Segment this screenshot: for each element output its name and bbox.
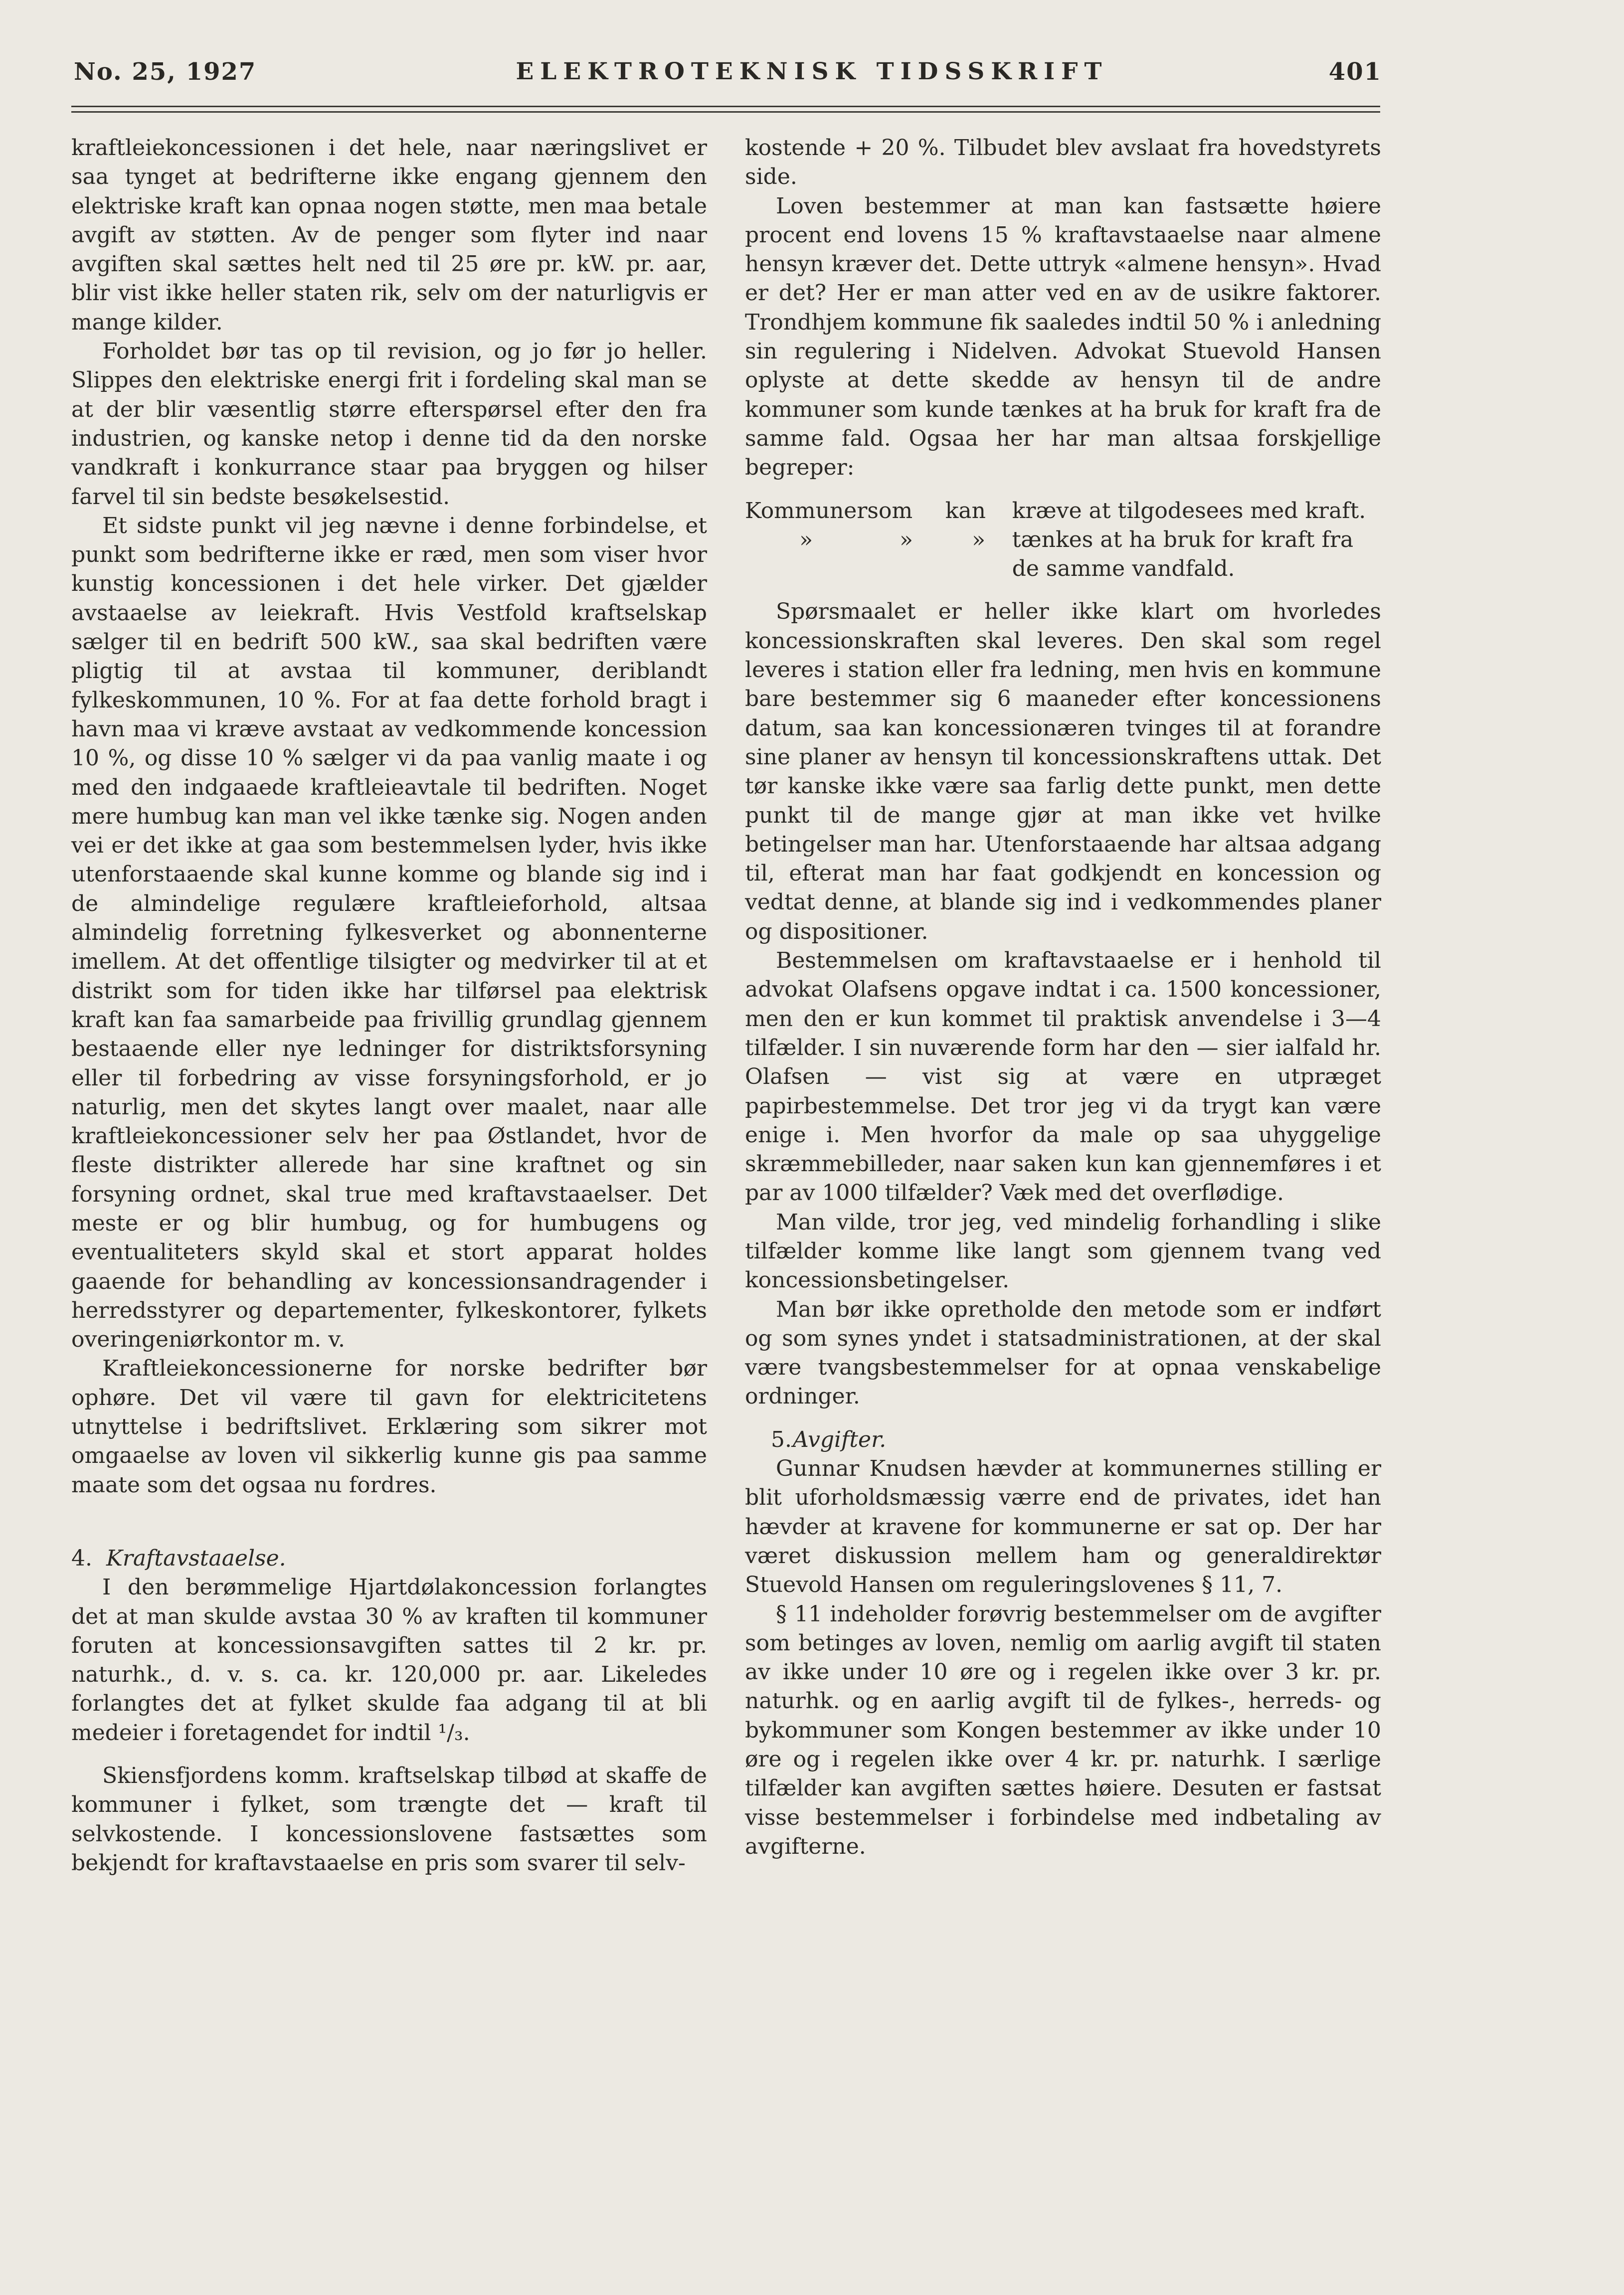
table-cell: kan: [945, 498, 986, 524]
table-row: [745, 526, 1381, 554]
paragraph: Forholdet bør tas op til revision, og jo før jo heller. Slippes den elektriske energi frit i fordeling skal man se at der blir væsentlig større efterspørsel efter den fra industrien, og kanske netop i denne tid da den norske vandkraft i konkurrance staar paa bryggen og hilser farvel til sin bedste besøkelsestid.: [71, 339, 707, 510]
page-number: 401: [1328, 58, 1382, 86]
table-cell: de samme vandfald.: [1012, 556, 1235, 582]
header-rule-top: [71, 106, 1380, 107]
section-heading-5: [745, 1425, 1381, 1454]
right-column: [745, 134, 1381, 1861]
paragraph: Spørsmaalet er heller ikke klart om hvorledes koncessionskraften skal leveres. Den skal som regel leveres i station eller fra ledning, men hvis en kommune bare bestemmer sig 6 maaneder efter koncessionens datum, saa kan koncessionæren tvinges til at forandre sine planer av hensyn til koncessionskraftens uttak. Det tør kanske ikke være saa farlig dette punkt, men dette punkt til de mange gjør at man ikke vet hvilke betingelser man har. Utenforstaaende har altsaa adgang til, efterat man har faat godkjendt en koncession og vedtat denne, at blande sig ind i vedkommendes planer og dispositioner.: [745, 599, 1381, 944]
paragraph: Kraftleiekoncessionerne for norske bedrifter bør ophøre. Det vil være til gavn for elektricitetens utnyttelse i bedriftslivet. Erklæring som sikrer mot omgaaelse av loven vil sikkerlig kunne gis paa samme maate som det ogsaa nu fordres.: [71, 1356, 707, 1498]
paragraph: Man vilde, tror jeg, ved mindelig forhandling i slike tilfælder komme like langt som gjennem tvang ved koncessionsbetingelser.: [745, 1209, 1381, 1293]
section-number: 5.: [771, 1426, 792, 1452]
paragraph: Et sidste punkt vil jeg nævne i denne forbindelse, et punkt som bedrifterne ikke er ræd, men som viser hvor kunstig koncessionen i det hele virker. Det gjælder avstaaelse av leiekraft. Hvis Vestfold kraftselskap sælger til en bedrift 500 kW., saa skal bedriften være pligtig til at avstaa til kommuner, deriblandt fylkeskommunen, 10 %. For at faa dette forhold bragt i havn maa vi kræve avstaat av vedkommende koncession 10 %, og disse 10 % sælger vi da paa vanlig maate i og med den indgaaede kraftleieavtale til bedriften. Noget mere humbug kan man vel ikke tænke sig. Nogen anden vei er det ikke at gaa som bestemmelsen lyder, hvis ikke utenforstaaende skal kunne komme og blande sig ind i de almindelige regulære kraftleieforhold, altsaa almindelig forretning fylkesverket og abonnenterne imellem. At det offentlige tilsigter og medvirker til at et distrikt som for tiden ikke har tilførsel paa elektrisk kraft kan faa samarbeide paa frivillig grundlag gjennem bestaaende eller nye ledninger for distriktsforsyning eller til forbedring av visse forsyningsforhold, er jo naturlig, men det skytes langt over maalet, naar alle kraftleiekoncessioner selv her paa Østlandet, hvor de fleste distrikter allerede har sine kraftnet og sin forsyning ordnet, skal true med kraftavstaaelser. Det meste er og blir humbug, og for humbugens og eventualiteters skyld skal et stort apparat holdes gaaende for behandling av koncessionsandragender i herredsstyrer og departementer, fylkeskontorer, fylkets overingeniørkontor m. v.: [71, 513, 707, 1353]
issue-number: No. 25, 1927: [74, 58, 257, 86]
ditto-mark: »: [972, 527, 986, 552]
section-spacer: [71, 1500, 707, 1544]
paragraph: § 11 indeholder forøvrig bestemmelser om de avgifter som betinges av loven, nemlig om aarlig avgift til staten av ikke under 10 øre og i regelen ikke over 3 kr. pr. naturhk. og en aarlig avgift til de fylkes-, herreds- og bykommuner som Kongen bestemmer av ikke under 10 øre og i regelen ikke over 4 kr. pr. naturhk. I særlige tilfælder kan avgiften sættes høiere. Desuten er fastsat visse bestemmelser i forbindelse med indbetaling av avgifterne.: [745, 1601, 1381, 1859]
table-cell: kræve at tilgodesees med kraft.: [1012, 498, 1366, 524]
paragraph: Skiensfjordens komm. kraftselskap tilbød at skaffe de kommuner i fylket, som trængte det — kraft til selvkostende. I koncessionslovene fastsættes som bekjendt for kraftavstaaelse en pris som svarer til selv-: [71, 1763, 707, 1876]
paragraph: Bestemmelsen om kraftavstaaelse er i henhold til advokat Olafsens opgave indtat i ca. 1500 koncessioner, men den er kun kommet til praktisk anvendelse i 3—4 tilfælder. I sin nuværende form har den — sier ialfald hr. Olafsen — vist sig at være en utpræget papirbestemmelse. Det tror jeg vi da trygt kan være enige i. Men hvorfor da male op saa uhyggelige skræmmebilleder, naar saken kun kan gjennemføres i et par av 1000 tilfælder? Væk med det overflødige.: [745, 948, 1381, 1206]
table-row: [745, 554, 1381, 583]
journal-title: ELEKTROTEKNISK TIDSSKRIFT: [516, 58, 1108, 85]
section-title: Kraftavstaaelse.: [106, 1545, 286, 1571]
section-title: Avgifter.: [793, 1426, 887, 1452]
section-heading-4: [71, 1544, 707, 1573]
paragraph: Gunnar Knudsen hævder at kommunernes stilling er blit uforholdsmæssig værre end de privates, idet han hævder at kravene for kommunerne er sat op. Der har været diskussion mellem ham og generaldirektør Stuevold Hansen om reguleringslovenes § 11, 7.: [745, 1456, 1381, 1598]
section-number: 4.: [71, 1545, 92, 1571]
left-column: [71, 134, 707, 1878]
paragraph: kostende + 20 %. Tilbudet blev avslaat fra hovedstyrets side.: [745, 135, 1381, 190]
table-cell: Kommuner: [745, 498, 868, 524]
table-cell: som: [867, 498, 913, 524]
table-cell: tænkes at ha bruk for kraft fra: [1012, 527, 1354, 552]
header-rule-bottom: [71, 111, 1380, 113]
paragraph: kraftleiekoncessionen i det hele, naar næringslivet er saa tynget at bedrifterne ikke engang gjennem den elektriske kraft kan opnaa nogen støtte, men maa betale avgift av støtten. Av de penger som flyter ind naar avgiften skal sættes helt ned til 25 øre pr. kW. pr. aar, blir vist ikke heller staten rik, selv om der naturligvis er mange kilder.: [71, 135, 707, 335]
paragraph: Man bør ikke opretholde den metode som er indført og som synes yndet i statsadministrationen, at der skal være tvangsbestemmelser for at opnaa venskabelige ordninger.: [745, 1296, 1381, 1410]
paragraph: I den berømmelige Hjartdølakoncession forlangtes det at man skulde avstaa 30 % av kraften til kommuner foruten at koncessionsavgiften sattes til 2 kr. pr. naturhk., d. v. s. ca. kr. 120,000 pr. aar. Likeledes forlangtes det at fylket skulde faa adgang til at bli medeier i foretagendet for indtil ¹/₃.: [71, 1575, 707, 1746]
paragraph: Loven bestemmer at man kan fastsætte høiere procent end lovens 15 % kraftavstaaelse naar almene hensyn kræver det. Dette uttryk «almene hensyn». Hvad er det? Her er man atter ved en av de usikre faktorer. Trondhjem kommune fik saaledes indtil 50 % i anledning sin regulering i Nidelven. Advokat Stuevold Hansen oplyste at dette skedde av hensyn til de andre kommuner som kunde tænkes at ha bruk for kraft fra de samme fald. Ogsaa her har man altsaa forskjellige begreper:: [745, 193, 1381, 481]
ditto-mark: »: [799, 527, 813, 552]
ditto-mark: »: [900, 527, 913, 552]
paragraph-spacer: [71, 1748, 707, 1762]
table-row: [745, 497, 1381, 526]
section-spacer: [745, 1412, 1381, 1425]
concept-table: [745, 497, 1381, 584]
